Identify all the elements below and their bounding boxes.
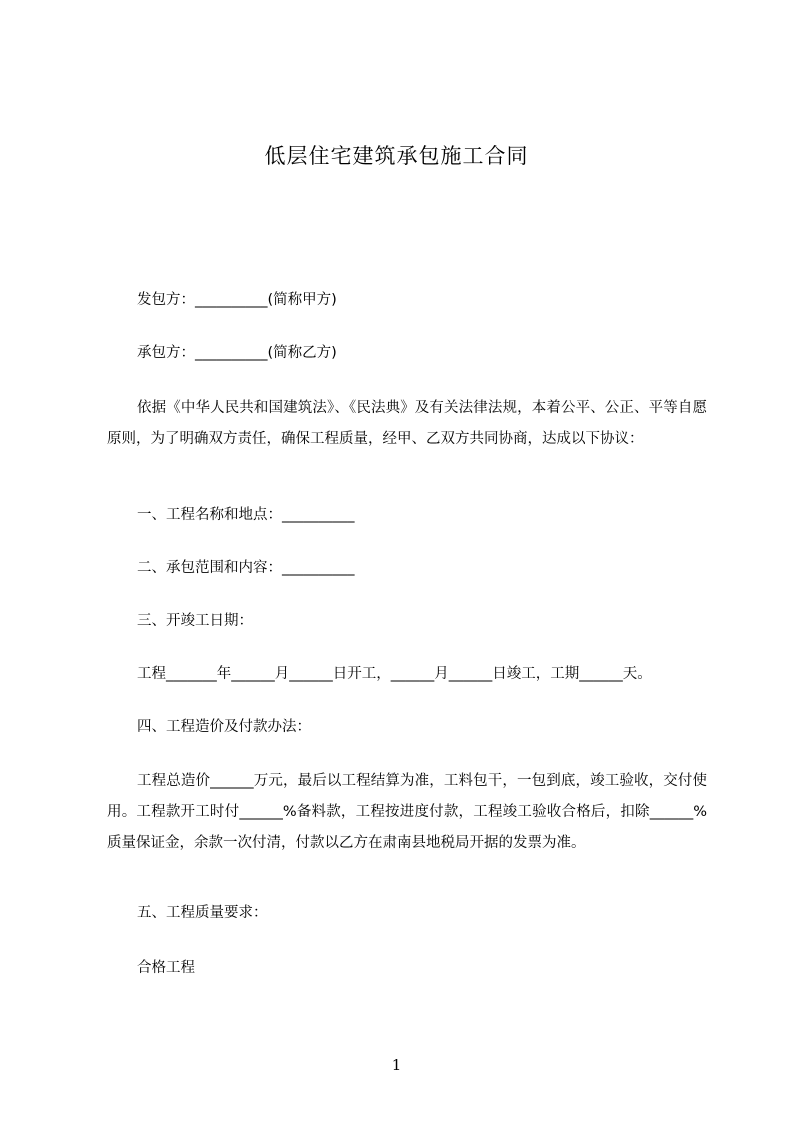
section-4-body: 工程总造价______万元，最后以工程结算为准，工料包干，一包到底，竣工验收，交付使用。工程款开工时付______%备料款，工程按进度付款，工程竣工验收合格后，扣除______%质量保证金，余款一次付清，付款以乙方在肃南县地税局开据的发票为准。 bbox=[107, 773, 707, 851]
party-a-line: 发包方：__________(简称甲方) bbox=[137, 292, 337, 308]
section-1-project-name: 一、工程名称和地点：__________ bbox=[137, 507, 355, 523]
section-2-scope: 二、承包范围和内容：__________ bbox=[137, 560, 355, 576]
page-number: 1 bbox=[391, 1056, 402, 1074]
section-4-heading: 四、工程造价及付款办法： bbox=[137, 719, 311, 735]
section-5-heading: 五、工程质量要求： bbox=[137, 905, 268, 921]
preamble-paragraph: 依据《中华人民共和国建筑法》、《民法典》及有关法律法规，本着公平、公正、平等自愿原则，为了明确双方责任，确保工程质量，经甲、乙双方共同协商，达成以下协议： bbox=[107, 400, 707, 447]
document-title: 低层住宅建筑承包施工合同 bbox=[264, 144, 529, 168]
section-3-heading: 三、开竣工日期： bbox=[137, 613, 253, 629]
party-b-line: 承包方：__________(简称乙方) bbox=[137, 345, 337, 361]
section-3-body: 工程_______年______月______日开工，______月______日竣工，工期______天。 bbox=[137, 666, 652, 682]
section-5-body: 合格工程 bbox=[137, 960, 195, 976]
